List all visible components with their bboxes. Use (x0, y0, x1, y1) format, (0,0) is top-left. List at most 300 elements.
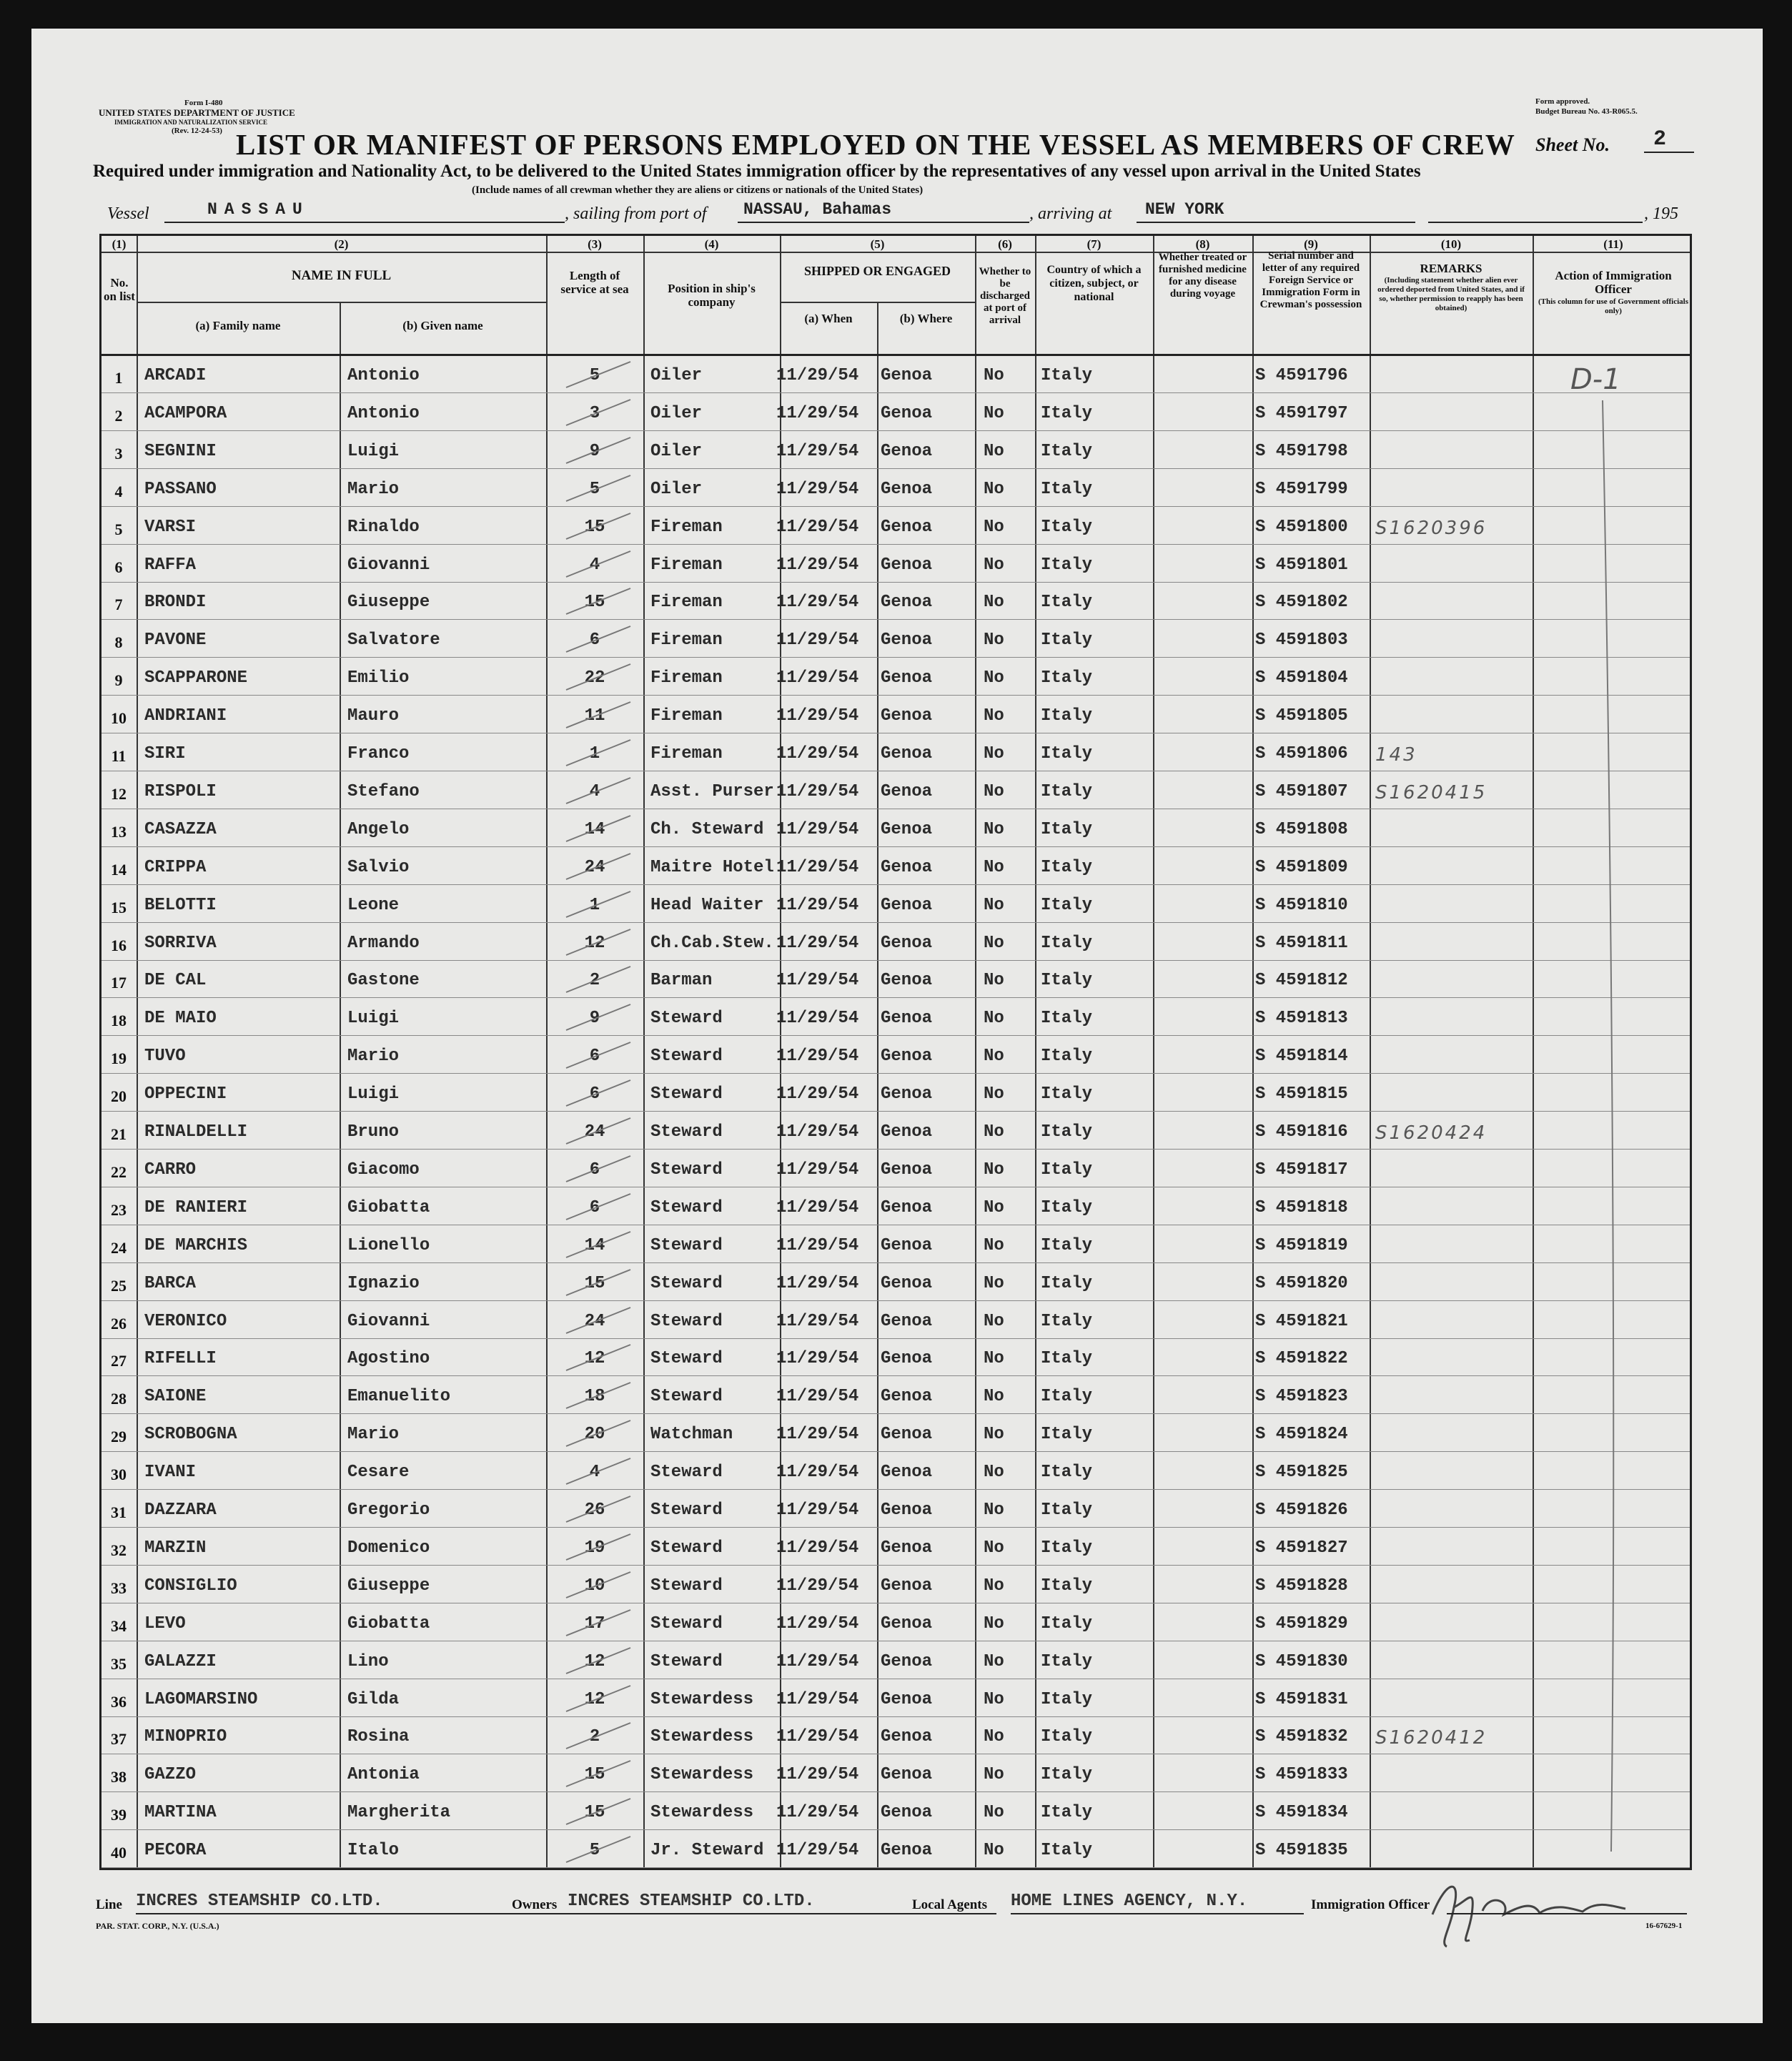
cell-country: Italy (1041, 1841, 1093, 1861)
cell-service: 6 (589, 631, 600, 651)
row-number: 9 (114, 671, 123, 690)
agents-label: Local Agents (912, 1897, 988, 1912)
service-check-mark (559, 886, 638, 921)
cell-family: SIRI (144, 744, 186, 763)
cell-where: Genoa (881, 744, 933, 763)
cell-serial: S 4591823 (1255, 1387, 1348, 1407)
cell-where: Genoa (881, 895, 933, 915)
col-header-position: Position in ship's company (668, 282, 756, 309)
cell-service: 1 (589, 744, 600, 763)
service-check-mark (559, 1453, 638, 1488)
col10-number: (10) (1440, 237, 1462, 251)
printer-credit: PAR. STAT. CORP., N.Y. (U.S.A.) (96, 1921, 219, 1931)
cell-family: BARCA (144, 1273, 197, 1293)
cell-when: 11/29/54 (776, 517, 859, 537)
cell-discharged: No (984, 933, 1004, 953)
cell-country: Italy (1041, 479, 1093, 499)
service-check-mark (559, 583, 638, 618)
cell-where: Genoa (881, 1765, 933, 1785)
cell-position: Watchman (650, 1425, 733, 1445)
service-check-mark (559, 1037, 638, 1072)
cell-service: 5 (589, 366, 600, 385)
cell-country: Italy (1041, 631, 1093, 651)
cell-remarks: S1620424 (1375, 1122, 1487, 1144)
cell-family: LEVO (144, 1613, 186, 1634)
row-number: 17 (111, 974, 127, 992)
service-check-mark (559, 848, 638, 884)
cell-when: 11/29/54 (776, 1235, 859, 1255)
budget-bureau: Budget Bureau No. 43-R065.5. (1535, 107, 1638, 116)
row-number: 38 (111, 1768, 127, 1786)
cell-service: 6 (589, 1197, 600, 1217)
service-check-mark (559, 1415, 638, 1450)
cell-serial: S 4591835 (1255, 1841, 1348, 1861)
cell-position: Stewardess (650, 1689, 754, 1709)
cell-serial: S 4591822 (1255, 1349, 1348, 1369)
cell-position: Steward (650, 1576, 723, 1596)
cell-family: DE MAIO (144, 1009, 217, 1029)
cell-service: 2 (589, 1727, 600, 1747)
cell-position: Steward (650, 1047, 723, 1067)
col2-number: (2) (334, 237, 349, 251)
cell-given: Rosina (347, 1727, 410, 1747)
cell-country: Italy (1041, 1765, 1093, 1785)
cell-position: Steward (650, 1009, 723, 1029)
cell-service: 14 (584, 1235, 605, 1255)
cell-where: Genoa (881, 479, 933, 499)
cell-serial: S 4591817 (1255, 1160, 1348, 1180)
service-check-mark (559, 1264, 638, 1300)
cell-where: Genoa (881, 819, 933, 839)
cell-service: 12 (584, 933, 605, 953)
cell-discharged: No (984, 1349, 1004, 1369)
row-number: 27 (111, 1352, 127, 1370)
row-number: 39 (111, 1806, 127, 1824)
cell-when: 11/29/54 (776, 1425, 859, 1445)
cell-position: Steward (650, 1197, 723, 1217)
cell-position: Fireman (650, 593, 723, 613)
cell-position: Ch.Cab.Stew. (650, 933, 774, 953)
cell-given: Giuseppe (347, 1576, 430, 1596)
cell-discharged: No (984, 403, 1004, 423)
cell-when: 11/29/54 (776, 1689, 859, 1709)
cell-given: Luigi (347, 1009, 400, 1029)
cell-serial: S 4591812 (1255, 971, 1348, 991)
cell-serial: S 4591802 (1255, 593, 1348, 613)
cell-discharged: No (984, 1727, 1004, 1747)
cell-given: Mario (347, 479, 400, 499)
cell-position: Oiler (650, 366, 703, 385)
cell-where: Genoa (881, 1122, 933, 1142)
cell-discharged: No (984, 479, 1004, 499)
cell-where: Genoa (881, 1463, 933, 1483)
table-row (102, 772, 1690, 809)
cell-discharged: No (984, 1689, 1004, 1709)
service-check-mark (559, 1831, 638, 1867)
cell-service: 1 (589, 895, 600, 915)
cell-serial: S 4591819 (1255, 1235, 1348, 1255)
cell-service: 24 (584, 1122, 605, 1142)
cell-country: Italy (1041, 781, 1093, 801)
cell-discharged: No (984, 668, 1004, 688)
cell-when: 11/29/54 (776, 744, 859, 763)
cell-family: DE RANIERI (144, 1197, 248, 1217)
table-row (102, 1642, 1690, 1679)
cell-given: Luigi (347, 441, 400, 461)
cell-serial: S 4591798 (1255, 441, 1348, 461)
cell-discharged: No (984, 1501, 1004, 1520)
col-header-where: (b) Where (899, 312, 953, 325)
cell-given: Rinaldo (347, 517, 420, 537)
table-row (102, 356, 1690, 393)
cell-given: Mario (347, 1047, 400, 1067)
cell-family: CASAZZA (144, 819, 217, 839)
cell-given: Gastone (347, 971, 420, 991)
service-check-mark (559, 999, 638, 1034)
cell-family: SAIONE (144, 1387, 207, 1407)
table-row (102, 961, 1690, 998)
cell-where: Genoa (881, 1613, 933, 1634)
cell-family: CONSIGLIO (144, 1576, 237, 1596)
cell-when: 11/29/54 (776, 1273, 859, 1293)
service-check-mark (559, 658, 638, 694)
cell-service: 6 (589, 1047, 600, 1067)
col-header-name-in-full: NAME IN FULL (291, 268, 392, 283)
cell-family: MARZIN (144, 1538, 207, 1558)
cell-where: Genoa (881, 781, 933, 801)
cell-position: Ch. Steward (650, 819, 764, 839)
row-number: 24 (111, 1238, 127, 1257)
cell-country: Italy (1041, 1576, 1093, 1596)
row-number: 19 (111, 1049, 127, 1068)
row-number: 40 (111, 1844, 127, 1862)
cell-discharged: No (984, 441, 1004, 461)
cell-where: Genoa (881, 1501, 933, 1520)
cell-when: 11/29/54 (776, 1311, 859, 1331)
cell-position: Fireman (650, 668, 723, 688)
table-row (102, 1680, 1690, 1717)
cell-service: 15 (584, 1273, 605, 1293)
cell-position: Oiler (650, 479, 703, 499)
cell-discharged: No (984, 1197, 1004, 1217)
cell-position: Steward (650, 1311, 723, 1331)
table-row (102, 432, 1690, 469)
cell-serial: S 4591809 (1255, 857, 1348, 877)
cell-given: Emilio (347, 668, 410, 688)
cell-position: Oiler (650, 403, 703, 423)
col7-number: (7) (1086, 237, 1102, 251)
col4-number: (4) (704, 237, 719, 251)
cell-country: Italy (1041, 744, 1093, 763)
col5-number: (5) (870, 237, 885, 251)
cell-given: Italo (347, 1841, 400, 1861)
service-check-mark (559, 1604, 638, 1640)
cell-family: SCROBOGNA (144, 1425, 237, 1445)
cell-position: Fireman (650, 631, 723, 651)
cell-country: Italy (1041, 1009, 1093, 1029)
cell-when: 11/29/54 (776, 479, 859, 499)
form-code: 16-67629-1 (1645, 1922, 1683, 1930)
table-row (102, 810, 1690, 847)
cell-given: Mario (347, 1425, 400, 1445)
form-revision: (Rev. 12-24-53) (172, 127, 222, 135)
cell-family: RISPOLI (144, 781, 217, 801)
table-row (102, 1074, 1690, 1112)
cell-service: 17 (584, 1613, 605, 1634)
cell-position: Steward (650, 1613, 723, 1634)
cell-position: Fireman (650, 517, 723, 537)
row-number: 36 (111, 1692, 127, 1711)
cell-given: Agostino (347, 1349, 430, 1369)
cell-given: Giobatta (347, 1197, 430, 1217)
cell-given: Antonia (347, 1765, 420, 1785)
cell-family: DE MARCHIS (144, 1235, 248, 1255)
row-number: 18 (111, 1012, 127, 1030)
cell-position: Steward (650, 1501, 723, 1520)
cell-country: Italy (1041, 668, 1093, 688)
cell-discharged: No (984, 1613, 1004, 1634)
cell-given: Margherita (347, 1803, 451, 1823)
cell-given: Emanuelito (347, 1387, 451, 1407)
cell-discharged: No (984, 1273, 1004, 1293)
cell-where: Genoa (881, 517, 933, 537)
row-number: 31 (111, 1503, 127, 1521)
col-header-no-on-list: No. on list (104, 276, 135, 303)
cell-serial: S 4591810 (1255, 895, 1348, 915)
cell-remarks: S1620396 (1375, 517, 1487, 539)
cell-given: Gregorio (347, 1501, 430, 1520)
cell-when: 11/29/54 (776, 1501, 859, 1520)
cell-when: 11/29/54 (776, 1841, 859, 1861)
row-number: 7 (114, 595, 123, 614)
cell-where: Genoa (881, 1349, 933, 1369)
service-check-mark (559, 356, 638, 392)
col-header-action-note: (This column for use of Government officials only) (1538, 297, 1689, 315)
cell-when: 11/29/54 (776, 1009, 859, 1029)
cell-given: Lino (347, 1651, 389, 1671)
table-row (102, 621, 1690, 658)
cell-where: Genoa (881, 1047, 933, 1067)
cell-discharged: No (984, 1463, 1004, 1483)
agents-value: HOME LINES AGENCY, N.Y. (1011, 1892, 1248, 1911)
vessel-label: Vessel (107, 204, 149, 223)
cell-given: Giovanni (347, 555, 430, 575)
form-approved: Form approved. (1535, 97, 1590, 106)
cell-where: Genoa (881, 1576, 933, 1596)
cell-where: Genoa (881, 1273, 933, 1293)
cell-serial: S 4591829 (1255, 1613, 1348, 1634)
cell-where: Genoa (881, 1727, 933, 1747)
cell-when: 11/29/54 (776, 1160, 859, 1180)
cell-discharged: No (984, 1538, 1004, 1558)
cell-given: Luigi (347, 1084, 400, 1104)
col-header-discharged: Whether to be discharged at port of arrival (979, 266, 1031, 326)
cell-service: 20 (584, 1425, 605, 1445)
cell-position: Steward (650, 1084, 723, 1104)
cell-country: Italy (1041, 441, 1093, 461)
cell-family: LAGOMARSINO (144, 1689, 258, 1709)
cell-discharged: No (984, 819, 1004, 839)
table-row (102, 1226, 1690, 1263)
cell-where: Genoa (881, 1689, 933, 1709)
cell-family: IVANI (144, 1463, 197, 1483)
service-check-mark (559, 1566, 638, 1602)
service-check-mark (559, 1112, 638, 1148)
row-number: 23 (111, 1200, 127, 1219)
cell-position: Head Waiter (650, 895, 764, 915)
cell-country: Italy (1041, 1613, 1093, 1634)
sailing-label: , sailing from port of (565, 204, 707, 223)
cell-when: 11/29/54 (776, 781, 859, 801)
col6-number: (6) (998, 237, 1012, 251)
cell-serial: S 4591827 (1255, 1538, 1348, 1558)
cell-country: Italy (1041, 1122, 1093, 1142)
table-row (102, 848, 1690, 885)
table-row (102, 1188, 1690, 1225)
cell-serial: S 4591814 (1255, 1047, 1348, 1067)
row-number: 25 (111, 1276, 127, 1295)
col-header-medicine: Whether treated or furnished medicine for any disease during voyage (1158, 252, 1247, 300)
arriving-port: NEW YORK (1145, 200, 1224, 219)
row-number: 1 (114, 369, 123, 387)
cell-country: Italy (1041, 1387, 1093, 1407)
cell-discharged: No (984, 971, 1004, 991)
row-number: 6 (114, 558, 123, 576)
cell-family: SEGNINI (144, 441, 217, 461)
service-check-mark (559, 1377, 638, 1413)
cell-country: Italy (1041, 1803, 1093, 1823)
cell-where: Genoa (881, 1009, 933, 1029)
table-row (102, 734, 1690, 771)
table-row (102, 1566, 1690, 1603)
cell-family: OPPECINI (144, 1084, 227, 1104)
cell-discharged: No (984, 1387, 1004, 1407)
cell-serial: S 4591801 (1255, 555, 1348, 575)
service-check-mark (559, 1642, 638, 1678)
year-label: , 195 (1644, 204, 1678, 223)
cell-when: 11/29/54 (776, 593, 859, 613)
cell-country: Italy (1041, 555, 1093, 575)
cell-serial: S 4591813 (1255, 1009, 1348, 1029)
cell-serial: S 4591818 (1255, 1197, 1348, 1217)
table-row (102, 999, 1690, 1036)
cell-family: ARCADI (144, 366, 207, 385)
cell-position: Steward (650, 1463, 723, 1483)
table-row (102, 658, 1690, 696)
cell-serial: S 4591811 (1255, 933, 1348, 953)
cell-where: Genoa (881, 555, 933, 575)
row-number: 33 (111, 1578, 127, 1597)
cell-family: PASSANO (144, 479, 217, 499)
cell-discharged: No (984, 706, 1004, 726)
cell-where: Genoa (881, 1160, 933, 1180)
cell-given: Angelo (347, 819, 410, 839)
line-label: Line (96, 1897, 122, 1912)
service-check-mark (559, 621, 638, 656)
cell-family: ANDRIANI (144, 706, 227, 726)
cell-remarks: S1620412 (1375, 1727, 1487, 1749)
cell-service: 22 (584, 668, 605, 688)
cell-discharged: No (984, 1803, 1004, 1823)
cell-discharged: No (984, 631, 1004, 651)
cell-given: Ignazio (347, 1273, 420, 1293)
vessel-name: NASSAU (207, 200, 310, 219)
cell-service: 15 (584, 517, 605, 537)
cell-family: MINOPRIO (144, 1727, 227, 1747)
col-header-country: Country of which a citizen, subject, or national (1046, 264, 1142, 303)
cell-when: 11/29/54 (776, 1803, 859, 1823)
table-row (102, 1831, 1690, 1868)
service-check-mark (559, 1793, 638, 1829)
row-number: 34 (111, 1616, 127, 1635)
cell-service: 4 (589, 1463, 600, 1483)
col-header-remarks: REMARKS (1420, 262, 1482, 275)
cell-family: MARTINA (144, 1803, 217, 1823)
cell-position: Jr. Steward (650, 1841, 764, 1861)
cell-serial: S 4591796 (1255, 366, 1348, 385)
row-number: 37 (111, 1730, 127, 1749)
arriving-label: , arriving at (1029, 204, 1112, 223)
cell-when: 11/29/54 (776, 668, 859, 688)
cell-discharged: No (984, 1160, 1004, 1180)
cell-serial: S 4591826 (1255, 1501, 1348, 1520)
row-number: 20 (111, 1087, 127, 1106)
cell-country: Italy (1041, 1425, 1093, 1445)
cell-family: BELOTTI (144, 895, 217, 915)
cell-service: 9 (589, 441, 600, 461)
col9-number: (9) (1304, 237, 1318, 251)
cell-given: Giovanni (347, 1311, 430, 1331)
sheet-number: 2 (1653, 127, 1667, 152)
cell-serial: S 4591825 (1255, 1463, 1348, 1483)
cell-when: 11/29/54 (776, 631, 859, 651)
table-row (102, 1604, 1690, 1641)
col-header-family-name: (a) Family name (195, 319, 281, 332)
cell-country: Italy (1041, 593, 1093, 613)
cell-discharged: No (984, 1841, 1004, 1861)
cell-service: 18 (584, 1387, 605, 1407)
cell-service: 4 (589, 555, 600, 575)
table-row (102, 1037, 1690, 1074)
col-header-given-name: (b) Given name (402, 319, 483, 332)
service-check-mark (559, 1680, 638, 1716)
cell-service: 15 (584, 593, 605, 613)
service-check-mark (559, 1491, 638, 1526)
cell-given: Giacomo (347, 1160, 420, 1180)
cell-given: Domenico (347, 1538, 430, 1558)
cell-position: Asst. Purser (650, 781, 774, 801)
cell-position: Fireman (650, 555, 723, 575)
cell-country: Italy (1041, 857, 1093, 877)
row-number: 15 (111, 898, 127, 916)
cell-serial: S 4591806 (1255, 744, 1348, 763)
cell-discharged: No (984, 1311, 1004, 1331)
service-check-mark (559, 508, 638, 543)
cell-service: 4 (589, 781, 600, 801)
cell-serial: S 4591803 (1255, 631, 1348, 651)
cell-discharged: No (984, 857, 1004, 877)
cell-position: Barman (650, 971, 713, 991)
cell-position: Oiler (650, 441, 703, 461)
cell-discharged: No (984, 1425, 1004, 1445)
cell-service: 3 (589, 403, 600, 423)
cell-family: VERONICO (144, 1311, 227, 1331)
cell-where: Genoa (881, 366, 933, 385)
cell-when: 11/29/54 (776, 706, 859, 726)
cell-service: 2 (589, 971, 600, 991)
cell-serial: S 4591831 (1255, 1689, 1348, 1709)
row-number: 22 (111, 1162, 127, 1181)
